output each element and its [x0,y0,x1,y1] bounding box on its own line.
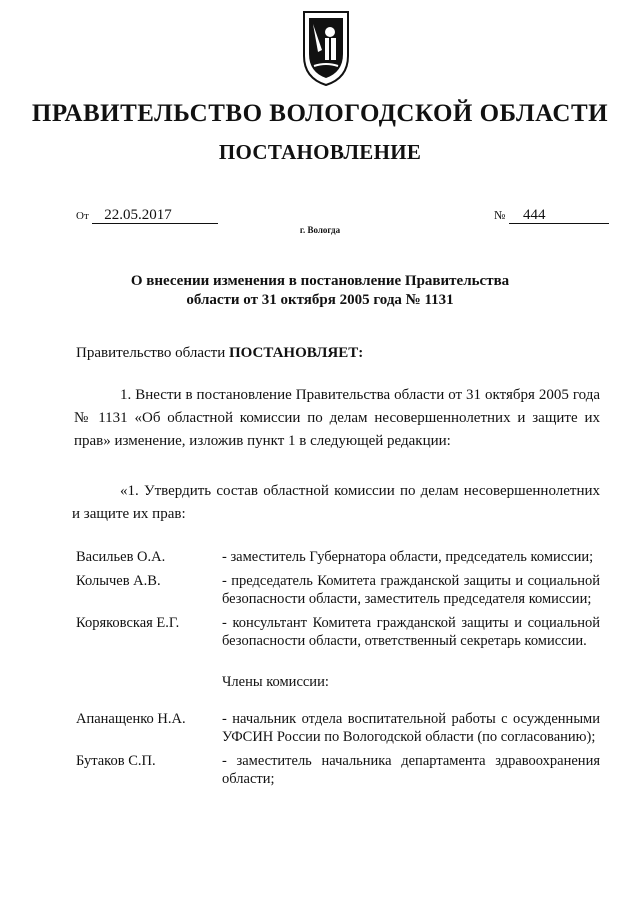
document-date: 22.05.2017 [92,207,218,224]
number-row [494,207,609,224]
member-role: - заместитель начальника департамента здравоохранения области; [222,753,600,787]
member-name: Апанащенко Н.А. [76,711,186,727]
member-name: Колычев А.В. [76,573,161,589]
member-role: - председатель Комитета гражданской защиты и социальной безопасности области, заместитель председателя комиссии; [222,573,600,607]
commission-members [76,548,600,788]
member-name: Коряковская Е.Г. [76,615,180,631]
member-role: - начальник отдела воспитательной работы с осужденными УФСИН России по Вологодской области (по согласованию); [222,711,600,745]
member-row [76,614,600,650]
subject-line-2: области от 31 октября 2005 года № 1131 [186,292,454,308]
coat-of-arms-icon [300,8,352,88]
member-name: Бутаков С.П. [76,753,156,769]
document-type: ПОСТАНОВЛЕНИЕ [218,140,422,164]
date-prefix: От [76,210,89,222]
member-row [76,572,600,608]
government-title: ПРАВИТЕЛЬСТВО ВОЛОГОДСКОЙ ОБЛАСТИ [31,100,609,127]
member-role: - заместитель Губернатора области, председатель комиссии; [222,549,594,565]
decree-word: ПОСТАНОВЛЯЕТ: [228,345,364,361]
decree-lead: Правительство области [76,345,229,361]
document-subject [0,272,640,310]
date-row [76,207,218,224]
member-row [76,548,600,566]
member-row [76,710,600,746]
subject-line-1: О внесении изменения в постановление Правительства [130,273,510,289]
members-heading: Члены комиссии: [222,674,329,690]
city-label: г. Вологда [299,225,341,235]
member-row [76,752,600,788]
document-number: 444 [509,207,609,224]
member-role: - консультант Комитета гражданской защиты и социальной безопасности области, ответственный секретарь комиссии. [222,615,600,649]
paragraph-1: 1. Внести в постановление Правительства области от 31 октября 2005 года № 1131 «Об областной комиссии по делам несовершеннолетних и защите их прав» изменение, изложив пункт 1 в следующей редакции: [74,387,600,449]
paragraph-2: «1. Утвердить состав областной комиссии по делам несовершеннолетних и защите их прав: [72,483,600,522]
member-name: Васильев О.А. [76,549,166,565]
decree-statement [76,342,363,365]
number-prefix: № [494,208,506,222]
